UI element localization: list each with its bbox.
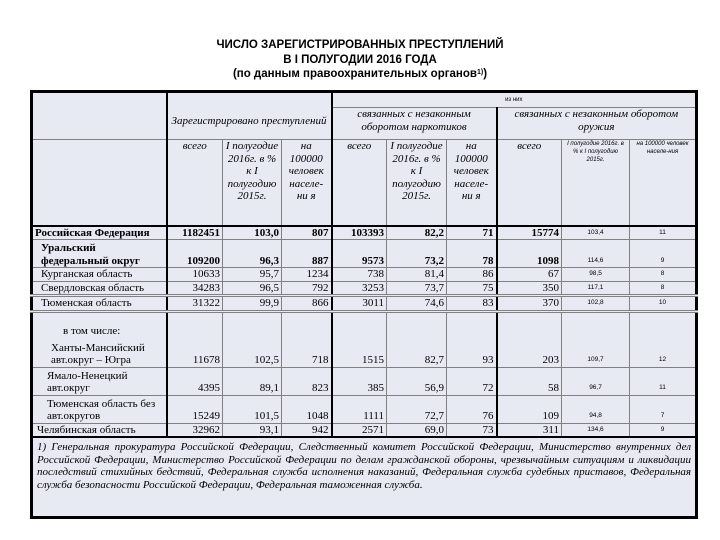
reg-pct: 101,5 bbox=[223, 395, 282, 423]
drug-total: 1111 bbox=[332, 395, 387, 423]
drug-total: 103393 bbox=[332, 226, 387, 240]
reg-total: 31322 bbox=[167, 296, 223, 312]
weap-pct: 98,5 bbox=[562, 268, 630, 282]
row-name: Уральский федеральный округ bbox=[32, 240, 167, 268]
reg-pct: 89,1 bbox=[223, 367, 282, 395]
reg-per100k: 887 bbox=[282, 240, 332, 268]
reg-per100k: 1048 bbox=[282, 395, 332, 423]
reg-total: 32962 bbox=[167, 423, 223, 437]
header-of-them: из них bbox=[332, 92, 697, 108]
weap-total: 109 bbox=[497, 395, 562, 423]
drug-per100k: 83 bbox=[447, 296, 497, 312]
table-row bbox=[32, 311, 697, 367]
footnote-text: 1) Генеральная прокуратура Российской Федерации, Следственный комитет Российской Федерации, Министерство внутренних дел Российской Федерации, Министерство Российской Федерации по делам гражданской обороны, чрезвычайным ситуациям и ликвидации последствий стихийных бедствий, Федеральная служба исполнения наказаний, Федеральная служба судебных приставов, Федеральная служба безопасности Российской Федерации, Федеральная таможенная служба. bbox=[32, 437, 697, 517]
drug-total: 2571 bbox=[332, 423, 387, 437]
weap-per100k: 11 bbox=[630, 226, 697, 240]
drug-per100k: 73 bbox=[447, 423, 497, 437]
reg-total: 11678 bbox=[167, 311, 223, 367]
row-name: Российская Федерация bbox=[32, 226, 167, 240]
weap-per100k: 9 bbox=[630, 423, 697, 437]
row-name: Ханты-Мансийский авт.округ – Югра bbox=[51, 341, 145, 366]
drug-pct: 82,2 bbox=[387, 226, 447, 240]
weap-total: 1098 bbox=[497, 240, 562, 268]
footnote-mark: 1) bbox=[476, 69, 484, 76]
drug-pct: 69,0 bbox=[387, 423, 447, 437]
footnote-row bbox=[32, 437, 697, 517]
weap-per100k: 10 bbox=[630, 296, 697, 312]
weap-total: 203 bbox=[497, 311, 562, 367]
weap-per100k: 8 bbox=[630, 281, 697, 296]
reg-per100k: 792 bbox=[282, 281, 332, 296]
drug-per100k: 93 bbox=[447, 311, 497, 367]
header-empty bbox=[32, 140, 167, 226]
drug-total: 1515 bbox=[332, 311, 387, 367]
reg-pct: 95,7 bbox=[223, 268, 282, 282]
drug-per100k: 71 bbox=[447, 226, 497, 240]
row-name-cell bbox=[32, 311, 167, 367]
reg-total: 109200 bbox=[167, 240, 223, 268]
reg-per100k: 1234 bbox=[282, 268, 332, 282]
header-weap-per100k: на 100000 человек населе-ния bbox=[630, 140, 697, 226]
reg-total: 4395 bbox=[167, 367, 223, 395]
header-drugs: связанных с незаконным оборотом наркотиков bbox=[332, 108, 497, 140]
header-drug-total: всего bbox=[332, 140, 387, 226]
weap-pct: 103,4 bbox=[562, 226, 630, 240]
drug-per100k: 76 bbox=[447, 395, 497, 423]
header-reg-total: всего bbox=[167, 140, 223, 226]
reg-pct: 102,5 bbox=[223, 311, 282, 367]
crime-statistics-table bbox=[30, 90, 698, 519]
drug-total: 9573 bbox=[332, 240, 387, 268]
header-drug-per100k: на 100000 человек населе-ни я bbox=[447, 140, 497, 226]
drug-total: 385 bbox=[332, 367, 387, 395]
weap-total: 15774 bbox=[497, 226, 562, 240]
title-line-3: (по данным правоохранительных органов$^{1)}$) bbox=[232, 68, 488, 80]
header-drug-pct: I полугодие 2016г. в % к I полугодию 2015г. bbox=[387, 140, 447, 226]
reg-pct: 93,1 bbox=[223, 423, 282, 437]
reg-total: 1182451 bbox=[167, 226, 223, 240]
header-weap-pct: I полугодие 2016г. в % к I полугодию 2015г. bbox=[562, 140, 630, 226]
reg-per100k: 823 bbox=[282, 367, 332, 395]
title-line-2: В I ПОЛУГОДИИ 2016 ГОДА bbox=[283, 53, 437, 66]
in-that-number-label: в том числе: bbox=[63, 325, 121, 337]
header-registered: Зарегистрировано преступлений bbox=[167, 92, 332, 140]
weap-pct: 117,1 bbox=[562, 281, 630, 296]
header-weap-total: всего bbox=[497, 140, 562, 226]
header-reg-per100k: на 100000 человек населе-ни я bbox=[282, 140, 332, 226]
weap-total: 370 bbox=[497, 296, 562, 312]
header-region-cell bbox=[32, 92, 167, 140]
table-row bbox=[32, 367, 697, 395]
table-row bbox=[32, 226, 697, 240]
weap-total: 58 bbox=[497, 367, 562, 395]
weap-pct: 102,8 bbox=[562, 296, 630, 312]
weap-per100k: 7 bbox=[630, 395, 697, 423]
drug-per100k: 86 bbox=[447, 268, 497, 282]
header-row-1 bbox=[32, 92, 697, 108]
row-name: Ямало-Ненецкий авт.округ bbox=[32, 367, 167, 395]
weap-per100k: 11 bbox=[630, 367, 697, 395]
row-name: Тюменская область без авт.округов bbox=[32, 395, 167, 423]
header-row-3 bbox=[32, 140, 697, 226]
drug-pct: 82,7 bbox=[387, 311, 447, 367]
drug-pct: 56,9 bbox=[387, 367, 447, 395]
row-name: Свердловская область bbox=[32, 281, 167, 296]
reg-pct: 99,9 bbox=[223, 296, 282, 312]
reg-per100k: 866 bbox=[282, 296, 332, 312]
table-row bbox=[32, 281, 697, 296]
row-name: Челябинская область bbox=[32, 423, 167, 437]
weap-total: 67 bbox=[497, 268, 562, 282]
drug-pct: 73,2 bbox=[387, 240, 447, 268]
weap-pct: 96,7 bbox=[562, 367, 630, 395]
drug-total: 3011 bbox=[332, 296, 387, 312]
drug-per100k: 78 bbox=[447, 240, 497, 268]
reg-per100k: 718 bbox=[282, 311, 332, 367]
reg-total: 15249 bbox=[167, 395, 223, 423]
table-row bbox=[32, 423, 697, 437]
row-name: Курганская область bbox=[32, 268, 167, 282]
table-row bbox=[32, 268, 697, 282]
weap-per100k: 12 bbox=[630, 311, 697, 367]
table-row bbox=[32, 296, 697, 312]
reg-pct: 96,3 bbox=[223, 240, 282, 268]
header-reg-pct: I полугодие 2016г. в % к I полугодию 2015г. bbox=[223, 140, 282, 226]
reg-total: 34283 bbox=[167, 281, 223, 296]
reg-pct: 103,0 bbox=[223, 226, 282, 240]
weap-pct: 134,6 bbox=[562, 423, 630, 437]
table-row bbox=[32, 395, 697, 423]
drug-pct: 73,7 bbox=[387, 281, 447, 296]
weap-per100k: 8 bbox=[630, 268, 697, 282]
reg-per100k: 807 bbox=[282, 226, 332, 240]
title-line-1: ЧИСЛО ЗАРЕГИСТРИРОВАННЫХ ПРЕСТУПЛЕНИЙ bbox=[216, 39, 504, 51]
weap-pct: 109,7 bbox=[562, 311, 630, 367]
weap-pct: 94,8 bbox=[562, 395, 630, 423]
weap-total: 311 bbox=[497, 423, 562, 437]
drug-per100k: 72 bbox=[447, 367, 497, 395]
drug-per100k: 75 bbox=[447, 281, 497, 296]
weap-per100k: 9 bbox=[630, 240, 697, 268]
header-weapons: связанных с незаконным оборотом оружия bbox=[497, 108, 697, 140]
drug-pct: 74,6 bbox=[387, 296, 447, 312]
table-row bbox=[32, 240, 697, 268]
weap-total: 350 bbox=[497, 281, 562, 296]
reg-per100k: 942 bbox=[282, 423, 332, 437]
drug-pct: 81,4 bbox=[387, 268, 447, 282]
reg-total: 10633 bbox=[167, 268, 223, 282]
document-title bbox=[0, 38, 720, 82]
reg-pct: 96,5 bbox=[223, 281, 282, 296]
weap-pct: 114,6 bbox=[562, 240, 630, 268]
drug-total: 3253 bbox=[332, 281, 387, 296]
drug-pct: 72,7 bbox=[387, 395, 447, 423]
drug-total: 738 bbox=[332, 268, 387, 282]
row-name: Тюменская область bbox=[32, 296, 167, 312]
